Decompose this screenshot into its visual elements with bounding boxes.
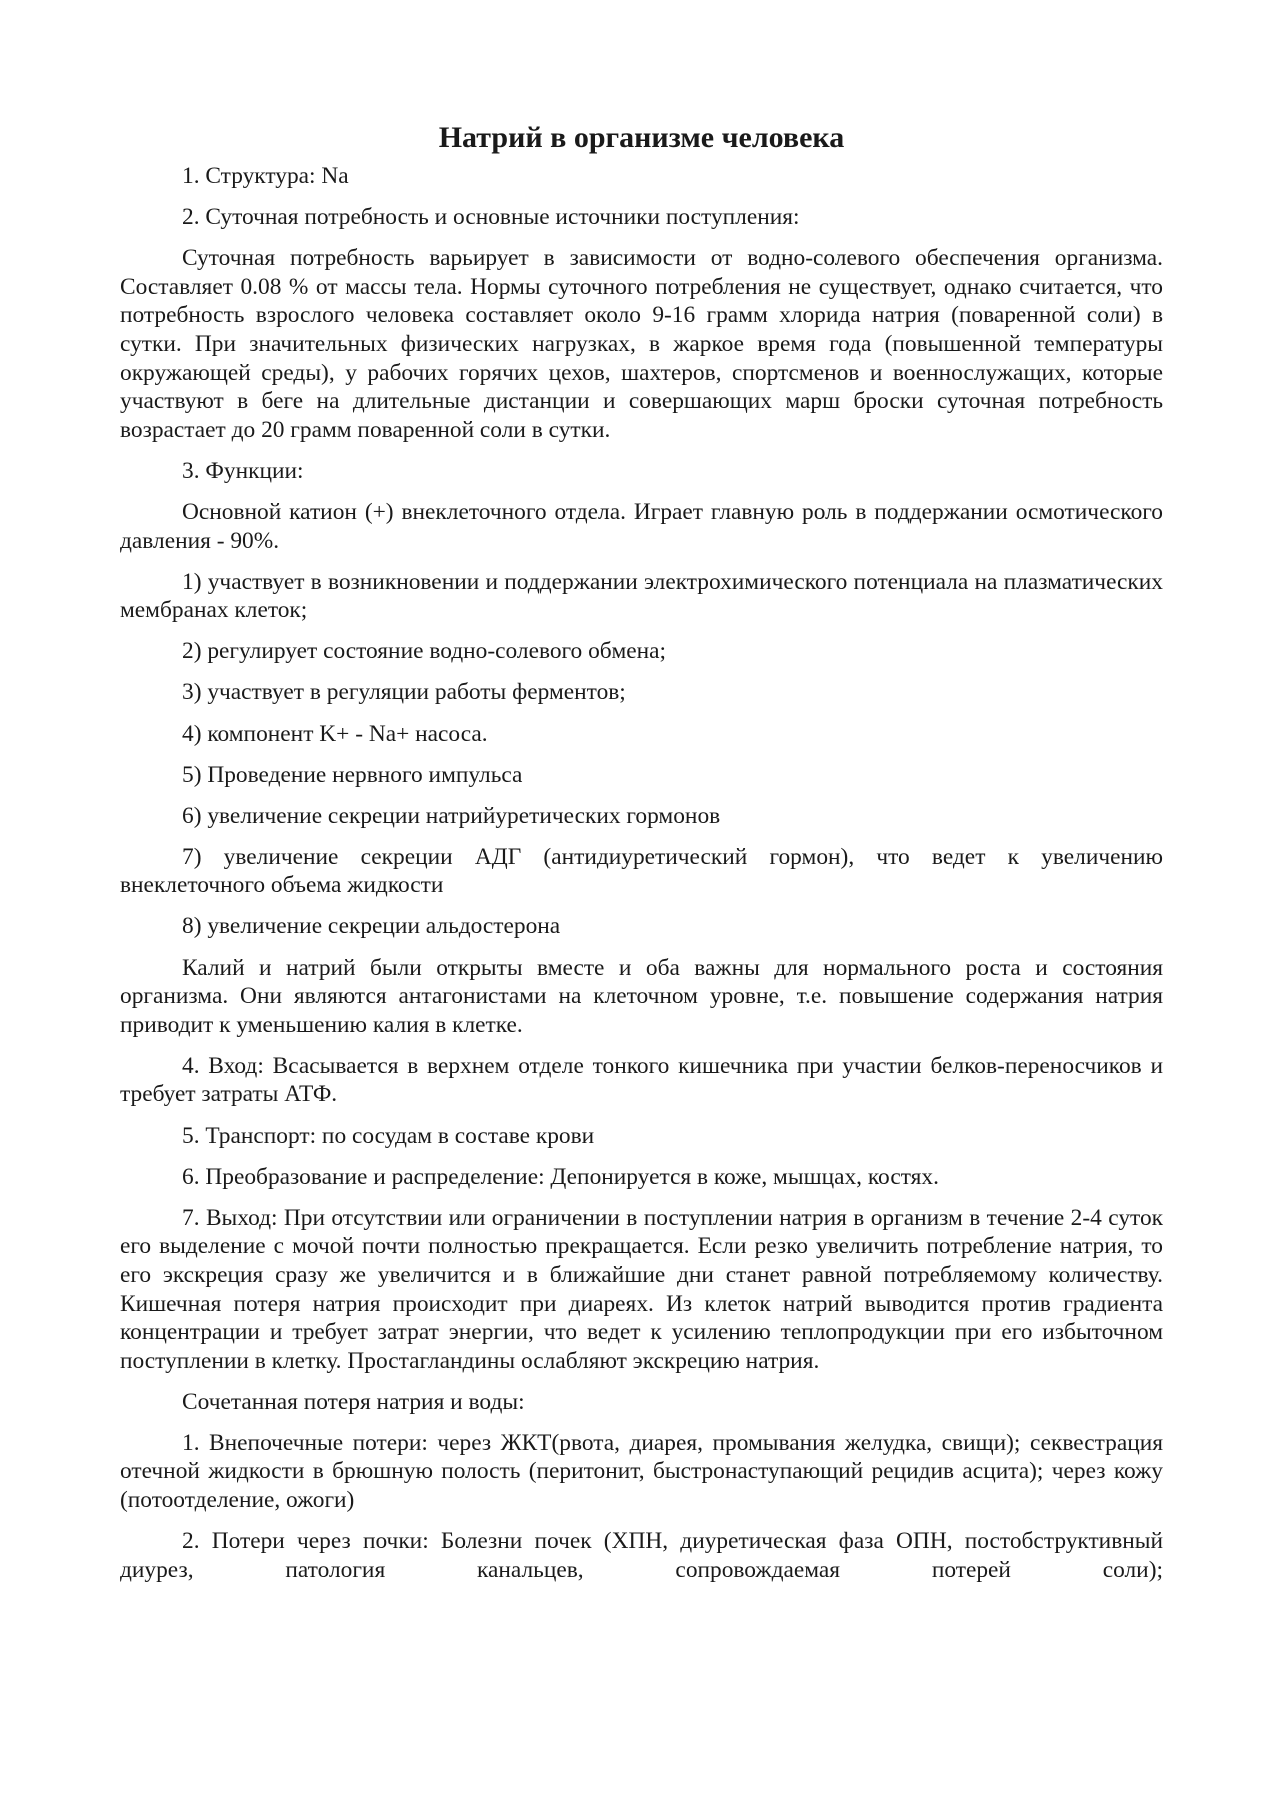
paragraph-function-3: 3) участвует в регуляции работы ферментов; bbox=[182, 679, 626, 706]
paragraph-excretion: 7. Выход: При отсутствии или ограничении в поступлении натрия в организм в течение 2-4 суток его выделение с мочой почти полностью прекращается. Если резко увеличить потребление натрия, то его экскреция сразу же увеличится и в ближайшие дни станет равной потребляемому количеству. Кишечная потеря натрия происходит при диареях. Из клеток натрий выводится против градиента концентрации и требует затрат энергии, что ведет к усилению теплопродукции при его избыточном поступлении в клетку. Простагландины ослабляют экскрецию натрия. bbox=[120, 1204, 1163, 1374]
document-title: Натрий в организме человека bbox=[438, 121, 845, 154]
paragraph-combined-loss-heading: Сочетанная потеря натрия и воды: bbox=[182, 1388, 525, 1415]
paragraph-function-8: 8) увеличение секреции альдостерона bbox=[182, 913, 561, 940]
paragraph-distribution: 6. Преобразование и распределение: Депонируется в коже, мышцах, костях. bbox=[182, 1163, 939, 1190]
paragraph-renal-losses: 2. Потери через почки: Болезни почек (ХПН, диуретическая фаза ОПН, постобструктивный диурез, патология канальцев, сопровождаемая потерей соли); bbox=[120, 1528, 1163, 1583]
paragraph-function-4: 4) компонент K+ - Na+ насоса. bbox=[182, 720, 488, 747]
paragraph-extrarenal-losses: 1. Внепочечные потери: через ЖКТ(рвота, диарея, промывания желудка, свищи); секвестрация отечной жидкости в брюшную полость (перитонит, быстронаступающий рецидив асцита); через кожу (потоотделение, ожоги) bbox=[120, 1429, 1163, 1514]
paragraph-daily-need: Суточная потребность варьирует в зависимости от водно-солевого обеспечения организма. Составляет 0.08 % от массы тела. Нормы суточного потребления не существует, однако считается, что потребность взрослого человека составляет около 9-16 грамм хлорида натрия (поваренной соли) в сутки. При значительных физических нагрузках, в жаркое время года (повышенной температуры окружающей среды), у рабочих горячих цехов, шахтеров, спортсменов и военнослужащих, которые участвуют в беге на длительные дистанции и совершающих марш броски суточная потребность возрастает до 20 грамм поваренной соли в сутки. bbox=[120, 245, 1163, 443]
paragraph-function-7: 7) увеличение секреции АДГ (антидиуретический гормон), что ведет к увеличению внеклеточного объема жидкости bbox=[120, 843, 1163, 899]
paragraph-daily-need-heading: 2. Суточная потребность и основные источники поступления: bbox=[182, 204, 800, 231]
paragraph-function-2: 2) регулирует состояние водно-солевого обмена; bbox=[182, 638, 667, 665]
paragraph-potassium-sodium: Калий и натрий были открыты вместе и оба важны для нормального роста и состояния организма. Они являются антагонистами на клеточном уровне, т.е. повышение содержания натрия приводит к уменьшению калия в клетке. bbox=[120, 954, 1163, 1038]
paragraph-main-cation: Основной катион (+) внеклеточного отдела. Играет главную роль в поддержании осмотического давления - 90%. bbox=[120, 498, 1163, 554]
paragraph-functions-heading: 3. Функции: bbox=[182, 457, 304, 484]
paragraph-structure: 1. Структура: Na bbox=[182, 163, 349, 189]
paragraph-function-1: 1) участвует в возникновении и поддержании электрохимического потенциала на плазматических мембранах клеток; bbox=[120, 568, 1163, 624]
paragraph-function-6: 6) увеличение секреции натрийуретических гормонов bbox=[182, 802, 721, 829]
paragraph-function-5: 5) Проведение нервного импульса bbox=[182, 761, 523, 788]
paragraph-transport: 5. Транспорт: по сосудам в составе крови bbox=[182, 1122, 595, 1149]
paragraph-intake: 4. Вход: Всасывается в верхнем отделе тонкого кишечника при участии белков-переносчиков и требует затраты АТФ. bbox=[120, 1052, 1163, 1108]
document-page bbox=[120, 120, 1163, 1584]
